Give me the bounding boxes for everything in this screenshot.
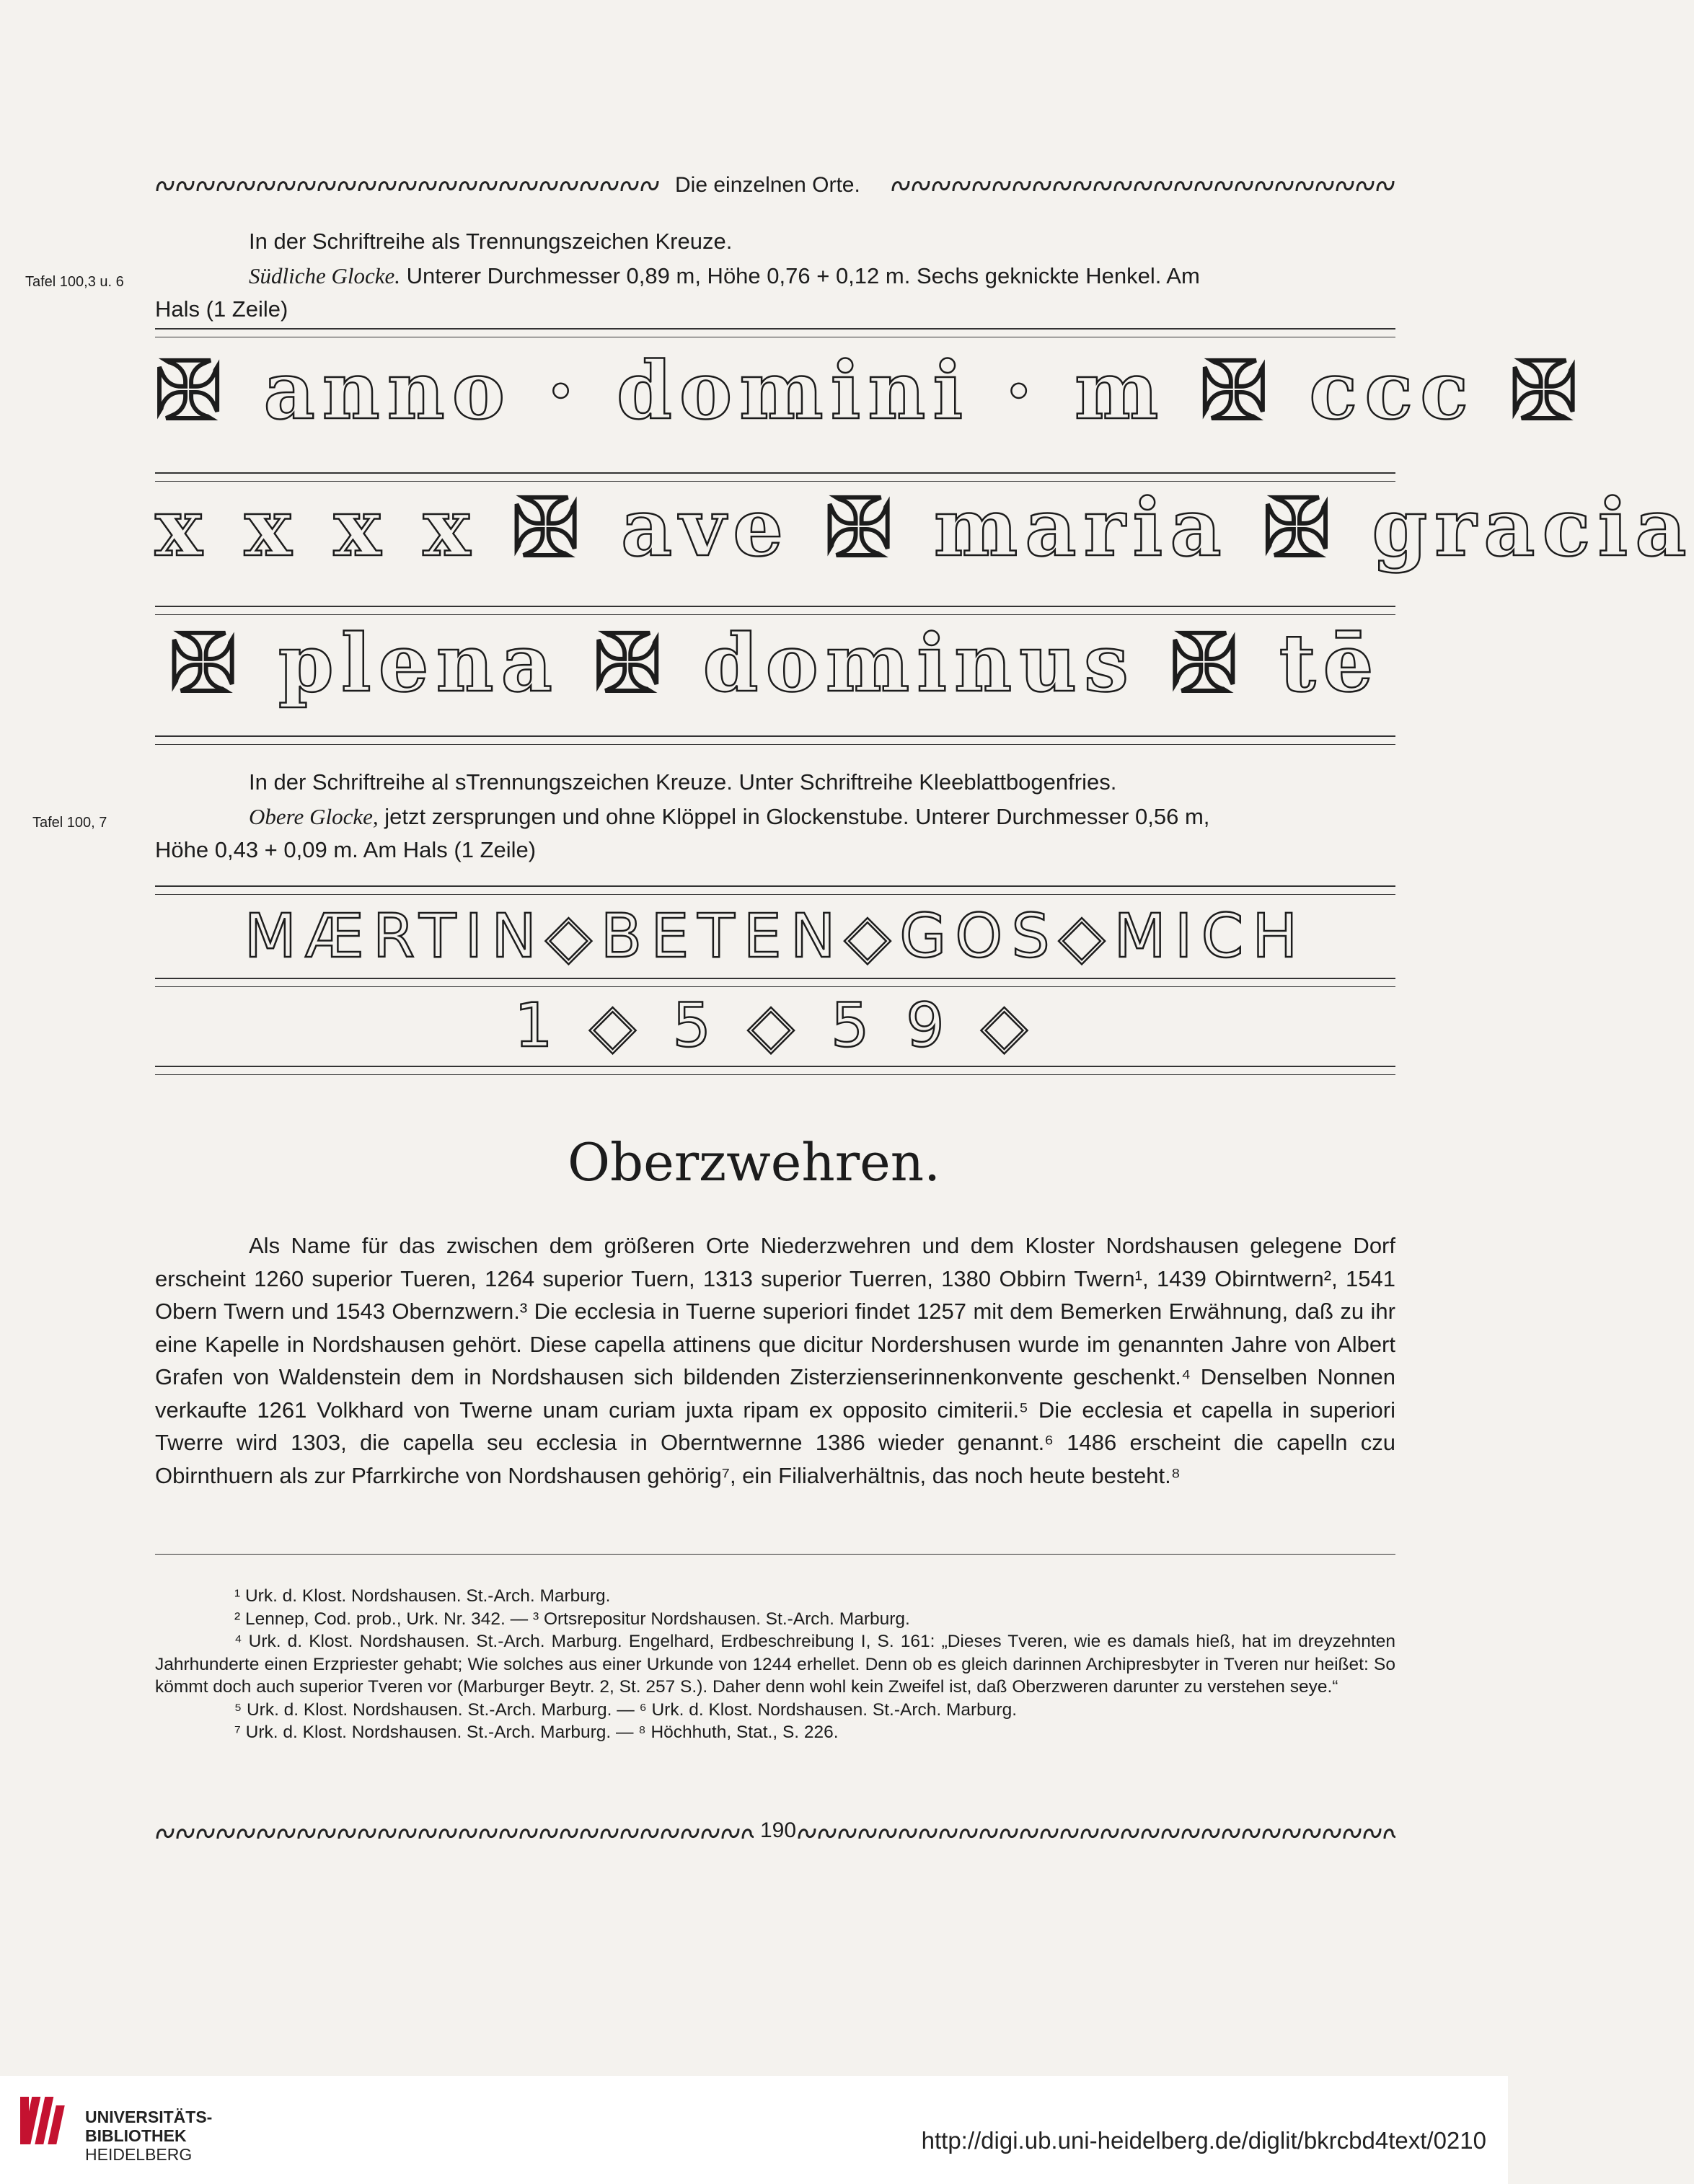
library-name-line-3: HEIDELBERG — [85, 2145, 193, 2164]
inscription-line-2: x x x x ✠ ave ✠ maria ✠ gracia — [155, 481, 1694, 574]
bell-name: Obere Glocke, — [249, 804, 379, 829]
inscription-rule — [155, 606, 1395, 607]
ornament-pattern — [155, 177, 660, 195]
inscription-rule — [155, 735, 1395, 737]
inscription-rule — [155, 1066, 1395, 1067]
inscription-rule — [155, 744, 1395, 745]
ornament-pattern — [155, 1824, 754, 1843]
block1-bell-description — [249, 260, 1395, 293]
header-ornament-right — [891, 177, 1395, 195]
header-ornament-left — [155, 177, 660, 195]
block1-intro: In der Schriftreihe als Trennungszeichen Kreuze. — [249, 229, 733, 254]
running-title: Die einzelnen Orte. — [671, 173, 865, 198]
inscription-line-3: ✠ plena ✠ dominus ✠ tē — [169, 616, 1381, 709]
section-paragraph: Als Name für das zwischen dem größeren Orte Niederzwehren und dem Kloster Nordshausen gelegene Dorf erscheint 1260 superior Tueren, 1264 superior Tuern, 1313 superior Tuerren, 1380 Obbirn Twern¹, 1439 Obirntwern², 1541 Obern Twern und 1543 Obernzwern.³ Die ecclesia in Tuerne superiori findet 1257 mit dem Bemerken Erwähnung, daß zu ihr eine Kapelle in Nordshausen gehört. Diese capella attinens que dicitur Nordershusen wurde im genannten Jahre von Albert Grafen von Waldenstein dem in Nordshausen sich bildenden Zisterzienserinnenkonvente geschenkt.⁴ Denselben Nonnen verkaufte 1261 Volkhard von Twerne unam curiam juxta ripam ex opposito cimiterii.⁵ Die ecclesia et capella in superiori Twerre wird 1303, die capella seu ecclesia in Oberntwernne 1386 wieder genannt.⁶ 1486 erscheint die capelln czu Obirnthuern als zur Pfarrkirche von Nordshausen gehörig⁷, ein Filialverhältnis, das noch heute besteht.⁸ — [155, 1233, 1395, 1488]
library-logo-icon[interactable] — [14, 2091, 74, 2154]
inscription-line-1: ✠ anno · domini · m ✠ ccc ✠ — [155, 344, 1584, 437]
inscription-rule — [155, 472, 1395, 474]
footnote-2: ² Lennep, Cod. prob., Urk. Nr. 342. — ³ Ortsrepositur Nordshausen. St.-Arch. Marburg. — [234, 1609, 910, 1629]
footer-ornament-left — [155, 1824, 754, 1843]
bell-text: jetzt zersprungen und ohne Klöppel in Glockenstube. Unterer Durchmesser 0,56 m, — [378, 804, 1210, 829]
margin-reference-1: Tafel 100,3 u. 6 — [25, 274, 124, 290]
footnote-5: ⁵ Urk. d. Klost. Nordshausen. St.-Arch. Marburg. — ⁶ Urk. d. Klost. Nordshausen. St.-Arch. Marburg. — [234, 1699, 1018, 1720]
library-name-line-2: BIBLIOTHEK — [85, 2126, 187, 2145]
bell-name: Südliche Glocke. — [249, 263, 401, 288]
ornament-pattern — [797, 1824, 1395, 1843]
source-url-link[interactable]: http://digi.ub.uni-heidelberg.de/diglit/bkrcbd4text/0210 — [921, 2127, 1486, 2154]
inscription-line-2: 1 ◇ 5 ◇ 5 9 ◇ — [514, 990, 1036, 1061]
footnote-1: ¹ Urk. d. Klost. Nordshausen. St.-Arch. Marburg. — [234, 1586, 611, 1606]
block2-bell-description — [249, 800, 1395, 834]
inscription-rule — [155, 978, 1395, 979]
footer-ornament-right — [797, 1824, 1395, 1843]
block2-bell-description-2: Höhe 0,43 + 0,09 m. Am Hals (1 Zeile) — [155, 837, 537, 862]
inscription-rule — [155, 986, 1395, 987]
bell-text: Unterer Durchmesser 0,89 m, Höhe 0,76 + 0,12 m. Sechs geknickte Henkel. Am — [400, 263, 1200, 288]
inscription-rule — [155, 885, 1395, 887]
ornament-pattern — [891, 177, 1395, 195]
margin-reference-2: Tafel 100, 7 — [32, 815, 107, 831]
library-name-line-1: UNIVERSITÄTS- — [85, 2108, 213, 2126]
library-name[interactable] — [85, 2108, 212, 2164]
library-logo-svg — [14, 2091, 74, 2150]
inscription-line-1: MÆRTIN◇BETEN◇GOS◇MICH — [244, 901, 1307, 971]
inscription-rule — [155, 894, 1395, 895]
footnotes — [155, 1585, 1395, 1744]
page-number: 190 — [757, 1818, 799, 1843]
inscription-rule — [155, 614, 1395, 615]
block1-bell-description-2: Hals (1 Zeile) — [155, 296, 288, 322]
inscription-rule — [155, 1074, 1395, 1075]
inscription-upper-bell — [155, 885, 1395, 1076]
inscription-rule — [155, 328, 1395, 330]
footnote-separator — [155, 1554, 1395, 1555]
block2-caption: In der Schriftreihe al sTrennungszeichen Kreuze. Unter Schriftreihe Kleeblattbogenfries. — [249, 769, 1117, 795]
footnote-7: ⁷ Urk. d. Klost. Nordshausen. St.-Arch. Marburg. — ⁸ Höchhuth, Stat., S. 226. — [234, 1723, 839, 1742]
inscription-southern-bell — [155, 328, 1694, 746]
footnote-4: ⁴ Urk. d. Klost. Nordshausen. St.-Arch. Marburg. Engelhard, Erdbeschreibung I, S. 161: „Dieses Tveren, wie es damals hieß, hat im dreyzehnten Jahrhunderte einen Erzpriester gehabt; Wie solches aus einer Urkunde von 1244 erhellet. Denn ob es gleich darinnen Archipresbyter in Tveren nur heißet: So kömmt doch auch superior Tveren vor (Marburger Beytr. 2, St. 257 S.). Daher denn wohl kein Zweifel ist, daß Oberzweren darunter zu verstehen seye.“ — [155, 1632, 1395, 1697]
section-title: Oberzwehren. — [568, 1132, 940, 1193]
